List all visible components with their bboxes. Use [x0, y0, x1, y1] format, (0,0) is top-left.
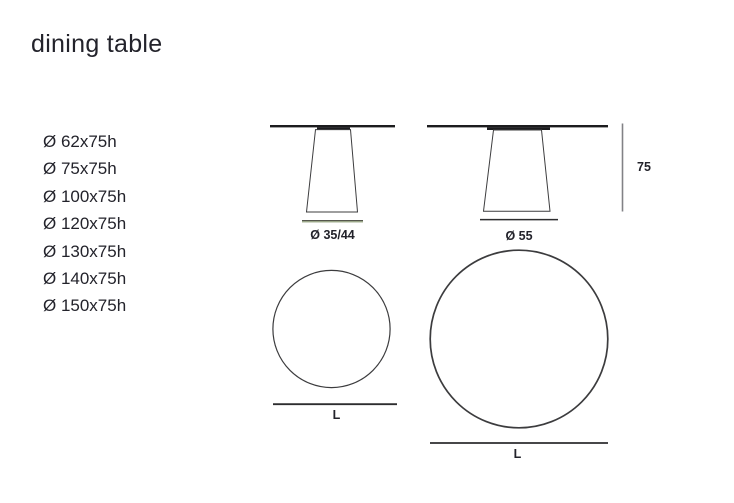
page-title: dining table [31, 30, 163, 58]
small-table-length-dim-label: L [332, 407, 341, 422]
size-list-item: Ø 120x75h [43, 214, 127, 234]
small-table-top-surface [270, 125, 395, 127]
size-list-item: Ø 75x75h [43, 159, 117, 179]
size-list-item: Ø 140x75h [43, 269, 127, 289]
large-table-top-view [430, 250, 608, 443]
size-list-item: Ø 130x75h [43, 241, 127, 261]
small-table-base-dim-label: Ø 35/44 [310, 227, 355, 242]
large-table-side-view [427, 125, 608, 220]
large-table-top-surface [427, 125, 608, 127]
height-dim-label: 75 [637, 160, 651, 174]
large-table-pedestal [484, 130, 551, 211]
small-table-top-circle [273, 270, 390, 387]
large-table-length-dim-label: L [513, 446, 522, 461]
small-table-side-view [270, 125, 395, 222]
small-table-pedestal [307, 130, 358, 212]
large-table-top-circle [430, 250, 608, 428]
size-list-item: Ø 100x75h [43, 186, 127, 206]
size-list-item: Ø 62x75h [43, 132, 117, 151]
small-table-top-view [273, 270, 397, 404]
large-table-base-dim-label: Ø 55 [505, 228, 533, 243]
size-list-item: Ø 150x75h [43, 296, 127, 316]
